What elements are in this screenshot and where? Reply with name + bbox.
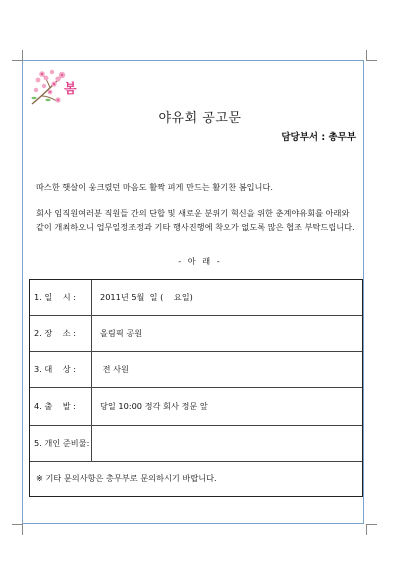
table-row — [30, 388, 362, 426]
crop-mark-bottom-right — [366, 524, 377, 535]
crop-mark-top-left — [12, 50, 23, 61]
row-value-place: 올림픽 공원 — [100, 328, 143, 338]
row-value-target: 전 사원 — [100, 364, 129, 374]
notice-heading: - 아 래 - — [178, 256, 222, 266]
intro-paragraph: 따스한 햇살이 웅크렸던 마음도 활짝 펴게 만드는 활기찬 봄입니다. — [36, 182, 273, 192]
table-row — [30, 316, 362, 352]
table-row — [30, 280, 362, 316]
footer-note: ※ 기타 문의사항은 총무부로 문의하시기 바랍니다. — [36, 473, 217, 483]
row-value-departure: 당일 10:00 정각 회사 정문 앞 — [100, 401, 208, 411]
body-paragraph: 회사 임직원여러분 직원들 간의 단합 및 새로운 분위기 혁신을 위한 춘계야유회를 아래와 같이 개최하오니 업무일정조정과 기타 행사진행에 착오가 없도록 많은 협조 부탁드립니다. — [36, 208, 355, 232]
row-label-place: 2. 장 소 : — [30, 316, 92, 351]
table-footer-row — [30, 462, 362, 495]
info-table — [29, 279, 363, 497]
row-label-date: 1. 일 시 : — [30, 280, 92, 315]
crop-mark-bottom-left — [12, 524, 23, 535]
row-label-supplies: 5. 개인 준비물: — [30, 426, 92, 461]
table-row — [30, 352, 362, 388]
row-value-supplies — [92, 426, 362, 461]
row-label-departure: 4. 출 발 : — [30, 388, 92, 425]
crop-mark-top-right — [366, 50, 377, 61]
logo-text: 봄 — [64, 82, 77, 97]
department-label: 담당부서 : 총무부 — [281, 132, 356, 143]
table-row — [30, 426, 362, 462]
row-label-target: 3. 대 상 : — [30, 352, 92, 387]
row-value-date: 2011년 5월 일 ( 요일) — [100, 292, 193, 302]
page-title: 야유회 공고문 — [158, 111, 242, 126]
